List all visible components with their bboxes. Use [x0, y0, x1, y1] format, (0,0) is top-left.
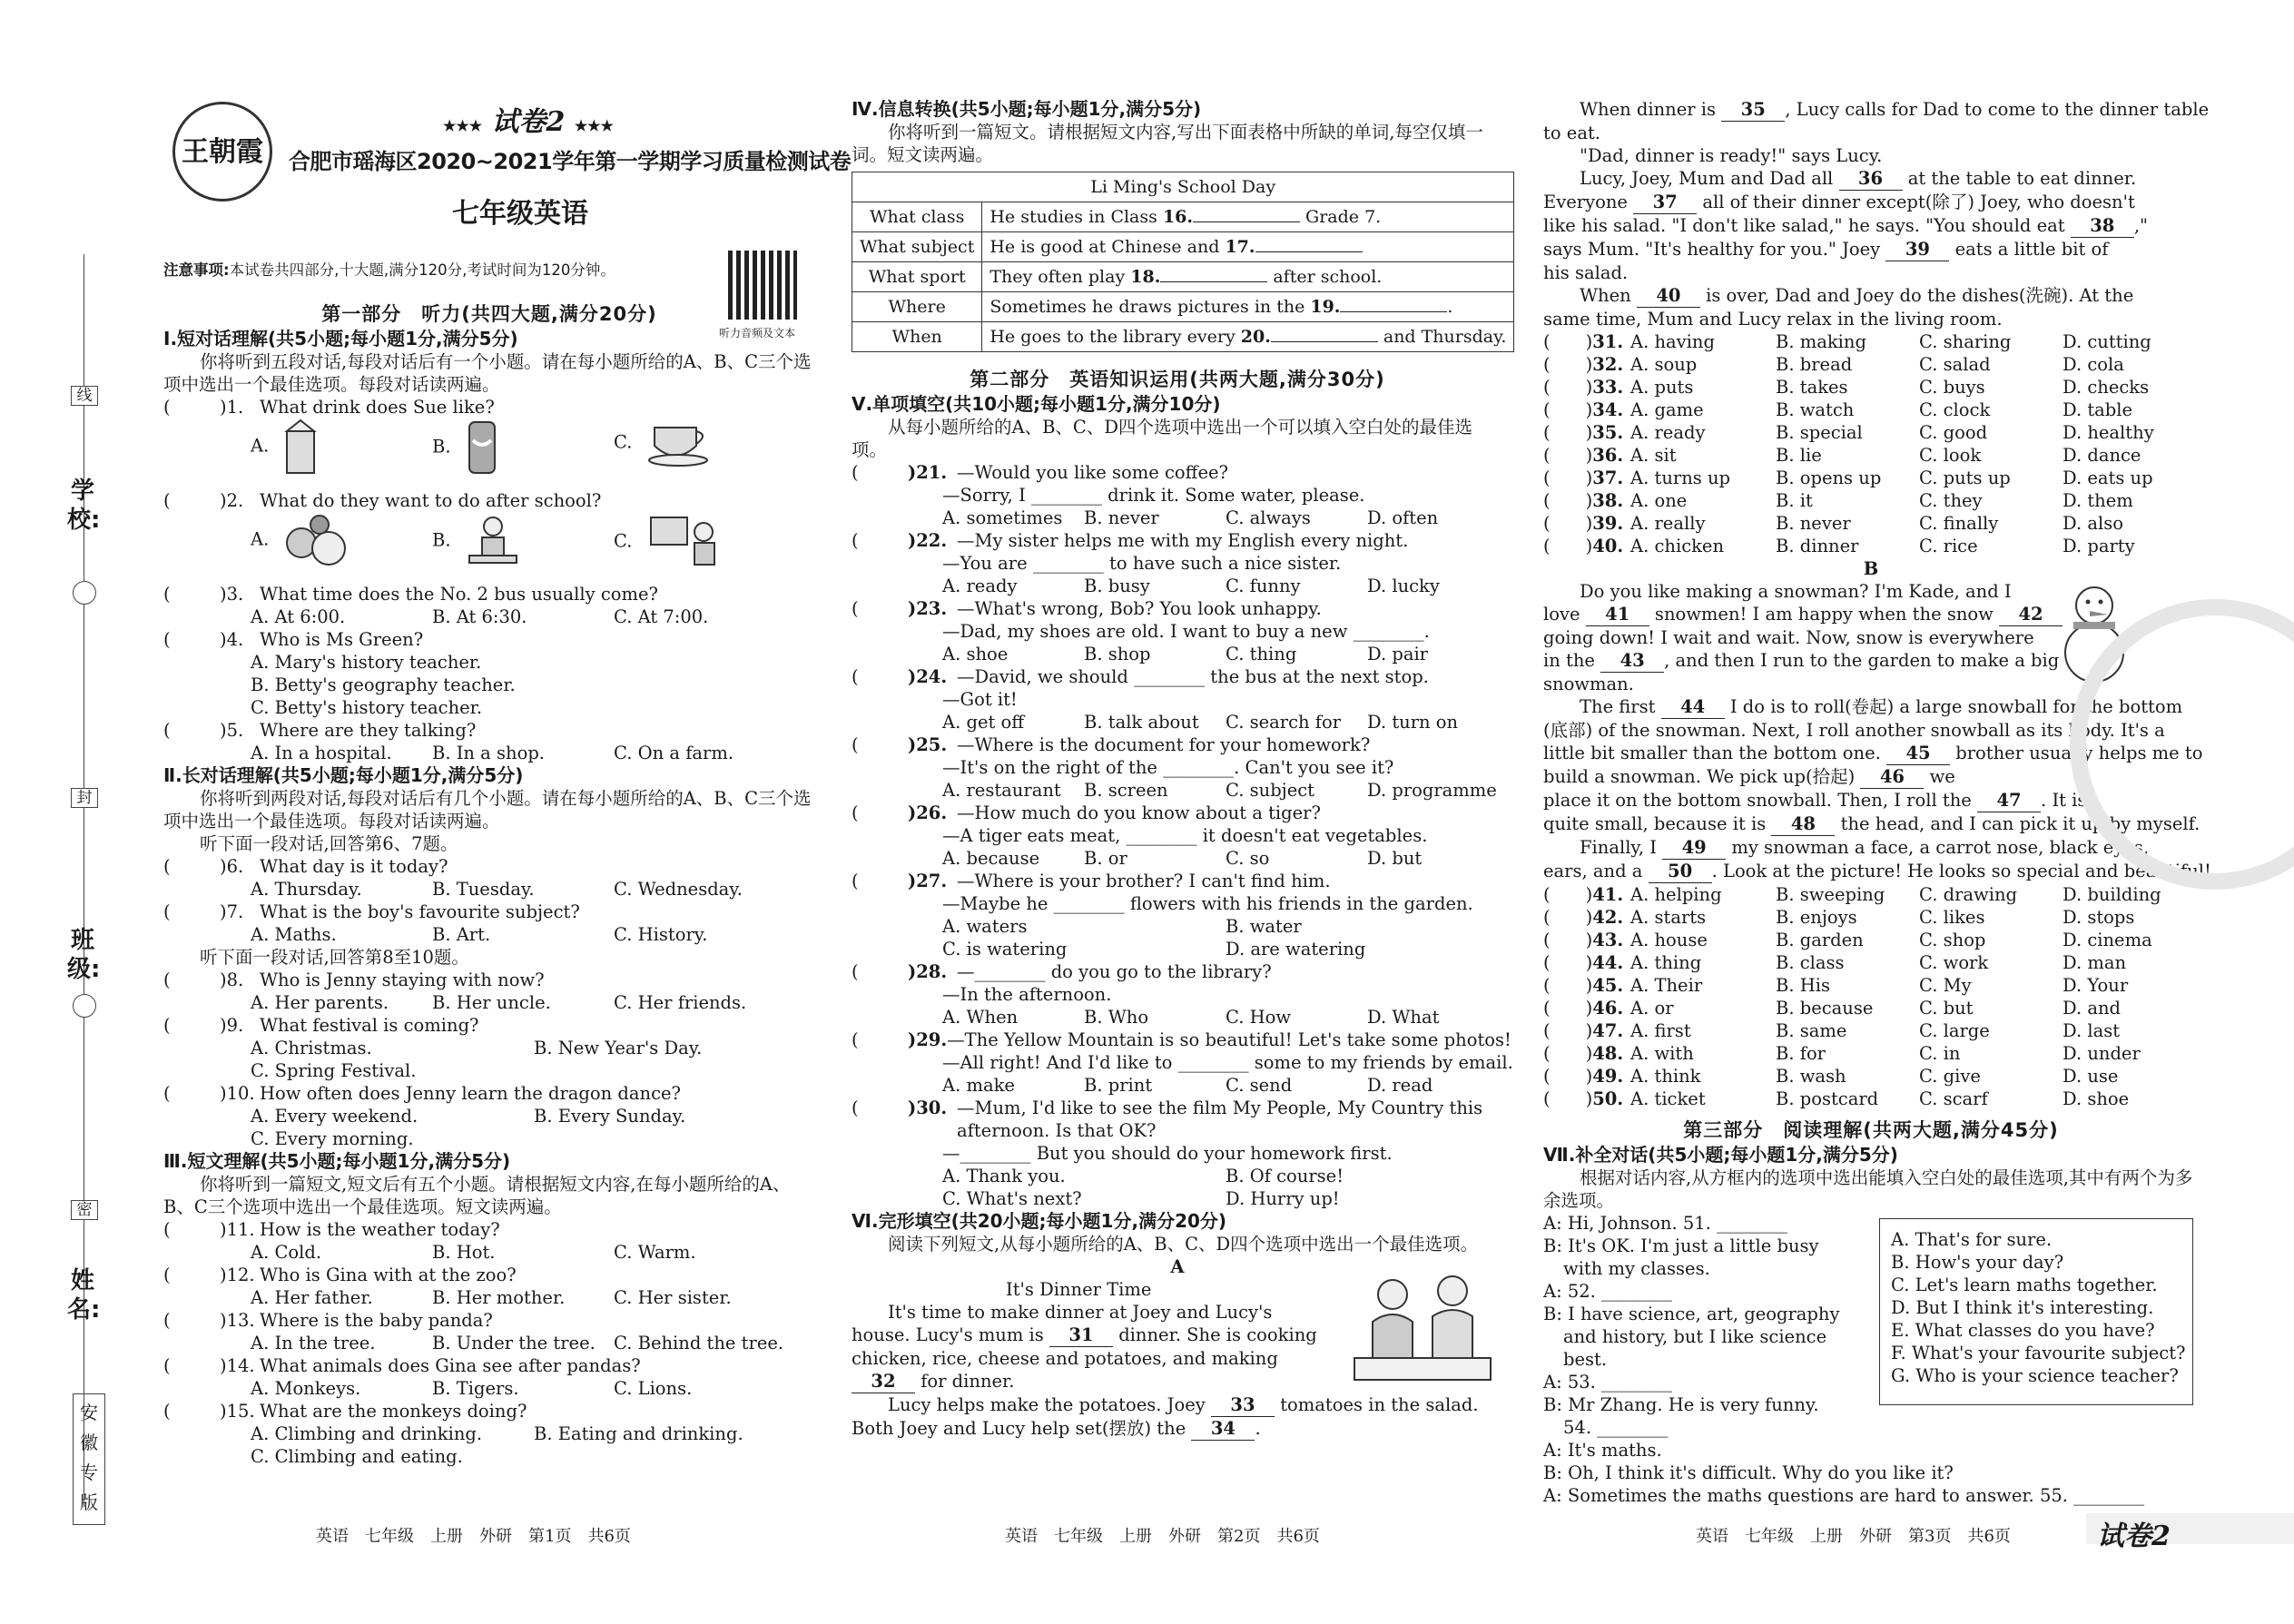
seal-mi-mark: 密 — [71, 1200, 98, 1220]
passage-a-line: his salad. — [1543, 262, 1629, 283]
table-row: ( )43. A. house B. garden C. shop D. cinema — [1543, 930, 2152, 950]
question-15: ( )15. What are the monkeys doing? — [163, 1401, 527, 1422]
passage-a-line: same time, Mum and Lucy relax in the living room. — [1543, 309, 2003, 330]
question-12: ( )12. Who is Gina with at the zoo? — [163, 1265, 517, 1285]
class-label: 班级: — [67, 927, 101, 983]
dialogue-line: 54. ________ — [1563, 1417, 1669, 1438]
section-6-instructions: 阅读下列短文,从每小题所给的A、B、C、D四个选项中选出一个最佳选项。 — [888, 1234, 1479, 1255]
question-7-options: A. Maths. B. Art. C. History. — [251, 924, 708, 945]
passage-b-line: going down! I wait and wait. Now, snow is everywhere — [1543, 627, 2034, 648]
blank-43[interactable]: 43 — [1600, 649, 1664, 673]
passage-a-line: "Dad, dinner is ready!" says Lucy. — [1580, 145, 1883, 166]
sports-balls-icon[interactable] — [283, 512, 352, 568]
question-options: C. is watering D. are watering — [942, 939, 1366, 960]
passage-a-line: chicken, rice, cheese and potatoes, and making — [852, 1348, 1278, 1369]
option-item: C. Let's learn maths together. — [1891, 1275, 2158, 1295]
option-item: F. What's your favourite subject? — [1891, 1343, 2186, 1363]
multiple-choice-list — [852, 461, 1513, 1210]
question-9-option-c: C. Spring Festival. — [251, 1060, 417, 1081]
question-3: ( )3. What time does the No. 2 bus usually come? — [163, 584, 658, 605]
qr-caption: 听力音频及文本 — [719, 327, 796, 340]
question-options: A. waters B. water — [942, 916, 1302, 937]
option-item: B. How's your day? — [1891, 1252, 2064, 1273]
blank-48[interactable]: 48 — [1771, 812, 1835, 836]
question-15-options: A. Climbing and drinking. B. Eating and drinking. — [251, 1423, 743, 1444]
question-options: A. ready B. busy C. funny D. lucky — [942, 576, 1440, 596]
blank-35[interactable]: 35 — [1721, 98, 1785, 122]
question-29: ( )29. —The Yellow Mountain is so beautiful! Let's take some photos! — [852, 1029, 1511, 1050]
publisher-logo: 王朝霞 — [172, 102, 272, 202]
passage-b-line: ears, and a 50 . Look at the picture! He looks so special and beautiful! — [1543, 861, 2211, 881]
dialogue-line: A: It's maths. — [1543, 1440, 1662, 1461]
passage-a-line: Lucy, Joey, Mum and Dad all 36 at the table to eat dinner. — [1580, 168, 2137, 189]
section-4-title: Ⅳ.信息转换(共5小题;每小题1分,满分5分) — [852, 98, 1202, 120]
section-4-instructions: 你将听到一篇短文。请根据短文内容,写出下面表格中所缺的单词,每空仅填一词。短文读两遍。 — [852, 122, 1483, 165]
table-row: ( )50. A. ticket B. postcard C. scarf D. shoe — [1543, 1088, 2130, 1109]
section-7-title: Ⅶ.补全对话(共5小题;每小题1分,满分5分) — [1543, 1144, 1898, 1166]
option-item: A. That's for sure. — [1891, 1229, 2053, 1250]
passage-b-line: place it on the bottom snowball. Then, I roll the 47 . It is — [1543, 790, 2087, 811]
question-26: ( )26. —How much do you know about a tiger? — [852, 802, 1321, 823]
part-1-title: 第一部分 听力(共四大题,满分20分) — [321, 303, 657, 325]
blank-45[interactable]: 45 — [1886, 742, 1950, 765]
cloze-b-options — [1543, 883, 2199, 1110]
footer-page-2: 英语 七年级 上册 外研 第2页 共6页 — [1005, 1527, 1320, 1546]
section-6-title: Ⅵ.完形填空(共20小题;每小题1分,满分20分) — [852, 1210, 1227, 1232]
punch-hole-icon — [73, 994, 96, 1018]
page-2-column — [852, 98, 1513, 1624]
table-row: Where Sometimes he draws pictures in the 19. . — [852, 292, 1514, 322]
question-8-options: A. Her parents. B. Her uncle. C. Her friends. — [251, 992, 747, 1013]
dialogue-line: A: 53. ________ — [1543, 1372, 1673, 1393]
question-line: —A tiger eats meat, ________ it doesn't eat vegetables. — [942, 825, 1428, 846]
table-row: ( )41. A. helping B. sweeping C. drawing D. building — [1543, 884, 2161, 905]
school-label: 学校: — [67, 477, 101, 534]
passage-b-line: love 41 snowmen! I am happy when the snow 42 — [1543, 603, 2199, 626]
table-row: ( )32. A. soup B. bread C. salad D. cola — [1543, 354, 2124, 375]
question-14-options: A. Monkeys. B. Tigers. C. Lions. — [251, 1378, 693, 1399]
table-row: ( )46. A. or B. because C. but D. and — [1543, 998, 2122, 1019]
question-options: A. shoe B. shop C. thing D. pair — [942, 644, 1429, 664]
passage-b-line: quite small, because it is 48 the head, and I can pick it up by myself. — [1543, 813, 2200, 834]
blank-44[interactable]: 44 — [1661, 695, 1725, 719]
question-2: ( )2. What do they want to do after school? — [163, 490, 602, 511]
table-row: ( )47. A. first B. same C. large D. last — [1543, 1020, 2121, 1041]
question-line: —It's on the right of the ________. Can't you see it? — [942, 757, 1394, 778]
passage-a-line: Everyone 37 all of their dinner except(除了) Joey, who doesn't — [1543, 192, 2135, 212]
question-28: ( )28. —________ do you go to the library? — [852, 961, 1272, 982]
passage-a-line: Both Joey and Lucy help set(摆放) the 34 . — [852, 1418, 1261, 1439]
table-row: ( )31. A. having B. making C. sharing D. cutting — [1543, 331, 2151, 352]
blank-50[interactable]: 50 — [1649, 860, 1712, 883]
question-options: A. sometimes B. never C. always D. often — [942, 507, 1439, 528]
question-1: ( )1. What drink does Sue like? — [163, 397, 495, 418]
question-line: —Dad, my shoes are old. I want to buy a new ________. — [942, 621, 1430, 642]
question-10: ( )10. How often does Jenny learn the dragon dance? — [163, 1083, 681, 1104]
blank-49[interactable]: 49 — [1662, 836, 1726, 860]
section-1-title: Ⅰ.短对话理解(共5小题;每小题1分,满分5分) — [163, 328, 518, 349]
dialogue-line: and history, but I like science — [1563, 1326, 1827, 1347]
exam-title: 合肥市瑶海区2020~2021学年第一学期学习质量检测试卷 — [289, 149, 852, 174]
question-line: —You are ________ to have such a nice sister. — [942, 553, 1342, 574]
option-item: D. But I think it's interesting. — [1891, 1297, 2154, 1318]
passage-a-line: It's time to make dinner at Joey and Lucy's — [888, 1302, 1273, 1323]
soda-can-icon[interactable] — [466, 418, 498, 477]
question-10-options: A. Every weekend. B. Every Sunday. — [251, 1106, 686, 1127]
part-3-title: 第三部分 阅读理解(共两大题,满分45分) — [1683, 1119, 2059, 1141]
passage-b-line: in the 43 , and then I run to the garden to make a big — [1543, 650, 2060, 671]
dialogue-line: A: Sometimes the maths questions are hard to answer. 55. ________ — [1543, 1485, 2145, 1506]
info-table — [852, 172, 1514, 352]
dialogue-line: B: Mr Zhang. He is very funny. — [1543, 1394, 1819, 1415]
question-options: A. get off B. talk about C. search for D. turn on — [942, 712, 1459, 733]
question-options: C. What's next? D. Hurry up! — [942, 1188, 1340, 1209]
table-row: ( )40. A. chicken B. dinner C. rice D. party — [1543, 536, 2135, 556]
table-row: ( )38. A. one B. it C. they D. them — [1543, 490, 2133, 511]
table-row: What subject He is good at Chinese and 17. — [852, 232, 1514, 262]
option-box — [1879, 1218, 2193, 1405]
question-4: ( )4. Who is Ms Green? — [163, 629, 424, 650]
blank-40[interactable]: 40 — [1637, 284, 1700, 308]
passage-a-line: When 40 is over, Dad and Joey do the dishes(洗碗). At the — [1580, 285, 2134, 306]
question-options: A. make B. print C. send D. read — [942, 1075, 1433, 1096]
option-item: G. Who is your science teacher? — [1891, 1365, 2179, 1386]
blank-46[interactable]: 46 — [1860, 765, 1924, 789]
blank-32[interactable]: 32 — [852, 1370, 915, 1393]
dialogue-line: best. — [1563, 1349, 1608, 1370]
passage-b-line: The first 44 I do is to roll(卷起) a large snowball for the bottom — [1580, 696, 2183, 717]
question-3-options: A. At 6:00. B. At 6:30. C. At 7:00. — [251, 606, 709, 627]
section-3-title: Ⅲ.短文理解(共5小题;每小题1分,满分5分) — [163, 1150, 511, 1172]
footer-page-3: 英语 七年级 上册 外研 第3页 共6页 — [1696, 1527, 2011, 1546]
question-25: ( )25. —Where is the document for your homework? — [852, 734, 1371, 755]
name-label: 姓名: — [67, 1267, 101, 1324]
passage-b-line: Finally, I 49 my snowman a face, a carrot nose, black eyes, — [1580, 837, 2150, 858]
blank-38[interactable]: 38 — [2071, 214, 2134, 238]
question-4-option-c: C. Betty's history teacher. — [251, 697, 483, 718]
question-options: A. When B. Who C. How D. What — [942, 1007, 1440, 1028]
blank-37[interactable]: 37 — [1633, 191, 1697, 214]
question-line: —In the afternoon. — [942, 984, 1112, 1005]
question-4-option-a: A. Mary's history teacher. — [251, 652, 482, 673]
seal-line-mark: 线 — [71, 386, 98, 406]
blank-39[interactable]: 39 — [1885, 238, 1949, 261]
milk-carton-icon[interactable] — [283, 418, 320, 475]
table-row: ( )36. A. sit B. lie C. look D. dance — [1543, 445, 2141, 466]
section-2-sub-2: 听下面一段对话,回答第8至10题。 — [200, 947, 469, 968]
question-11: ( )11. How is the weather today? — [163, 1219, 500, 1240]
region-badge: 安徽专版 — [73, 1393, 105, 1525]
table-row: ( )44. A. thing B. class C. work D. man — [1543, 952, 2127, 973]
question-line: —Maybe he ________ flowers with his friends in the garden. — [942, 893, 1473, 914]
question-21: ( )21. —Would you like some coffee? — [852, 462, 1229, 483]
passage-b-line: little bit smaller than the bottom one. 45 brother usually helps me to — [1543, 743, 2203, 763]
dialogue-line: B: Oh, I think it's difficult. Why do you like it? — [1543, 1462, 1954, 1483]
table-row: ( )34. A. game B. watch C. clock D. table — [1543, 399, 2133, 420]
dialogue-line: B: It's OK. I'm just a little busy — [1543, 1235, 1819, 1256]
dialogue-line: A: Hi, Johnson. 51. ________ — [1543, 1213, 1788, 1234]
family-cooking-illustration — [1345, 1267, 1500, 1385]
passage-a-label: A — [1170, 1256, 1185, 1277]
table-row: When He goes to the library every 20. and Thursday. — [852, 322, 1514, 352]
question-13-options: A. In the tree. B. Under the tree. C. Behind the tree. — [251, 1333, 784, 1353]
question-9-options: A. Christmas. B. New Year's Day. — [251, 1038, 703, 1058]
question-12-options: A. Her father. B. Her mother. C. Her sister. — [251, 1287, 732, 1308]
passage-a-line: When dinner is 35 , Lucy calls for Dad to come to the dinner table — [1580, 99, 2210, 120]
section-1-instructions: 你将听到五段对话,每段对话后有一个小题。请在每小题所给的A、B、C三个选项中选出一个最佳选项。每段对话读两遍。 — [163, 351, 812, 395]
seal-seal-mark: 封 — [71, 788, 98, 808]
passage-a-title: It's Dinner Time — [1006, 1279, 1152, 1300]
tea-cup-icon[interactable] — [647, 418, 713, 468]
table-row: ( )39. A. really B. never C. finally D. also — [1543, 513, 2123, 534]
passage-b-line: (底部) of the snowman. Next, I roll another snowball as its body. It's a — [1543, 720, 2165, 741]
subject-title: 七年级英语 — [452, 198, 588, 230]
question-23: ( )23. —What's wrong, Bob? You look unhappy. — [852, 598, 1322, 619]
passage-a-line: 32 for dinner. — [852, 1370, 1503, 1393]
passage-a-line: says Mum. "It's healthy for you." Joey 39 eats a little bit of — [1543, 239, 2109, 260]
section-2-title: Ⅱ.长对话理解(共5小题;每小题1分,满分5分) — [163, 764, 524, 786]
info-table-title: Li Ming's School Day — [852, 172, 1514, 202]
question-8: ( )8. Who is Jenny staying with now? — [163, 969, 545, 990]
table-row: ( )48. A. with B. for C. in D. under — [1543, 1043, 2141, 1064]
question-30: ( )30. —Mum, I'd like to see the film My People, My Country this — [852, 1097, 1483, 1118]
footer-page-1: 英语 七年级 上册 外研 第1页 共6页 — [316, 1527, 631, 1546]
question-2-options: A. B. C. — [163, 512, 815, 583]
question-4-option-b: B. Betty's geography teacher. — [251, 674, 516, 695]
passage-b-line: build a snowman. We pick up(拾起) 46 we — [1543, 766, 1955, 787]
question-line: —Got it! — [942, 689, 1018, 710]
passage-a-line: house. Lucy's mum is 31 dinner. She is cooking — [852, 1324, 1317, 1345]
paper-label: ★★★ 试卷2 ★★★ — [443, 106, 614, 138]
question-line: —Sorry, I ________ drink it. Some water, please. — [942, 485, 1365, 506]
table-row: What sport They often play 18. after school. — [852, 262, 1514, 292]
question-line: —________ But you should do your homework first. — [942, 1143, 1393, 1164]
passage-a-line: Lucy helps make the potatoes. Joey 33 tomatoes in the salad. — [888, 1394, 1479, 1415]
table-row: ( )45. A. Their B. His C. My D. Your — [1543, 975, 2129, 996]
part-2-title: 第二部分 英语知识运用(共两大题,满分30分) — [970, 369, 1385, 390]
question-27: ( )27. —Where is your brother? I can't find him. — [852, 871, 1331, 891]
section-5-instructions: 从每小题所给的A、B、C、D四个选项中选出一个可以填入空白处的最佳选项。 — [852, 417, 1472, 460]
table-row: ( )42. A. starts B. enjoys C. likes D. stops — [1543, 907, 2135, 928]
section-2-sub-1: 听下面一段对话,回答第6、7题。 — [200, 833, 458, 854]
option-item: E. What classes do you have? — [1891, 1320, 2155, 1341]
question-6-options: A. Thursday. B. Tuesday. C. Wednesday. — [251, 879, 743, 900]
passage-a-line: to eat. — [1543, 123, 1600, 143]
question-1-options: A. B. C. — [163, 418, 815, 489]
blank-36[interactable]: 36 — [1839, 167, 1903, 191]
section-7-instructions: 根据对话内容,从方框内的选项中选出能填入空白处的最佳选项,其中有两个为多余选项。 — [1543, 1167, 2193, 1211]
question-10-option-c: C. Every morning. — [251, 1128, 414, 1149]
question-5: ( )5. Where are they talking? — [163, 720, 477, 741]
blank-47[interactable]: 47 — [1977, 789, 2041, 812]
question-6: ( )6. What day is it today? — [163, 856, 448, 877]
question-9: ( )9. What festival is coming? — [163, 1015, 479, 1036]
passage-b-line: Do you like making a snowman? I'm Kade, and I — [1580, 581, 2012, 602]
question-7: ( )7. What is the boy's favourite subject? — [163, 901, 580, 922]
question-11-options: A. Cold. B. Hot. C. Warm. — [251, 1242, 696, 1263]
blank-34[interactable]: 34 — [1191, 1417, 1255, 1441]
question-options: A. Thank you. B. Of course! — [942, 1166, 1344, 1186]
table-row: ( )35. A. ready B. special C. good D. healthy — [1543, 422, 2154, 443]
exam-notice: 注意事项:本试卷共四部分,十大题,满分120分,考试时间为120分钟。 — [163, 261, 615, 279]
question-13: ( )13. Where is the baby panda? — [163, 1310, 493, 1331]
question-options: A. because B. or C. so D. but — [942, 848, 1423, 869]
blank-42[interactable]: 42 — [1999, 603, 2063, 626]
section-3-instructions: 你将听到一篇短文,短文后有五个小题。请根据短文内容,在每小题所给的A、B、C三个选项中选出一个最佳选项。短文读两遍。 — [163, 1174, 791, 1217]
table-row: ( )33. A. puts B. takes C. buys D. checks — [1543, 377, 2150, 398]
table-row: What class He studies in Class 16. Grade 7. — [852, 202, 1514, 232]
blank-33[interactable]: 33 — [1211, 1393, 1275, 1417]
table-row: ( )37. A. turns up B. opens up C. puts up D. eats up — [1543, 468, 2153, 488]
cloze-a-options — [1543, 330, 2199, 557]
boy-studying-icon[interactable] — [466, 512, 520, 570]
table-row: ( )49. A. think B. wash C. give D. use — [1543, 1066, 2119, 1087]
punch-hole-icon — [73, 581, 96, 605]
question-5-options: A. In a hospital. B. In a shop. C. On a farm. — [251, 743, 734, 763]
passage-b-label: B — [1863, 558, 1879, 579]
page-1-column — [163, 100, 815, 1624]
question-options: A. restaurant B. screen C. subject D. programme — [942, 780, 1497, 801]
blank-31[interactable]: 31 — [1049, 1324, 1113, 1347]
binding-margin — [0, 0, 136, 1624]
footer-paper-badge: 试卷2 — [2097, 1521, 2171, 1552]
section-5-title: Ⅴ.单项填空(共10小题;每小题1分,满分10分) — [852, 393, 1221, 415]
passage-a-line: like his salad. "I don't like salad," he says. "You should eat 38 ," — [1543, 215, 2148, 236]
section-2-instructions: 你将听到两段对话,每段对话后有几个小题。请在每小题所给的A、B、C三个选项中选出一个最佳选项。每段对话读两遍。 — [163, 788, 812, 832]
question-15-option-c: C. Climbing and eating. — [251, 1446, 463, 1467]
dialogue-line: with my classes. — [1563, 1258, 1710, 1279]
blank-41[interactable]: 41 — [1586, 603, 1649, 626]
dialogue-line: B: I have science, art, geography — [1543, 1304, 1840, 1324]
watching-tv-icon[interactable] — [647, 512, 724, 572]
question-line: —All right! And I'd like to ________ some to my friends by email. — [942, 1052, 1513, 1073]
question-line: afternoon. Is that OK? — [957, 1120, 1157, 1141]
passage-b-line: snowman. — [1543, 674, 1634, 694]
question-24: ( )24. —David, we should ________ the bus at the next stop. — [852, 666, 1429, 687]
dialogue-line: A: 52. ________ — [1543, 1281, 1673, 1302]
question-22: ( )22. —My sister helps me with my English every night. — [852, 530, 1409, 551]
question-14: ( )14. What animals does Gina see after pandas? — [163, 1355, 641, 1376]
